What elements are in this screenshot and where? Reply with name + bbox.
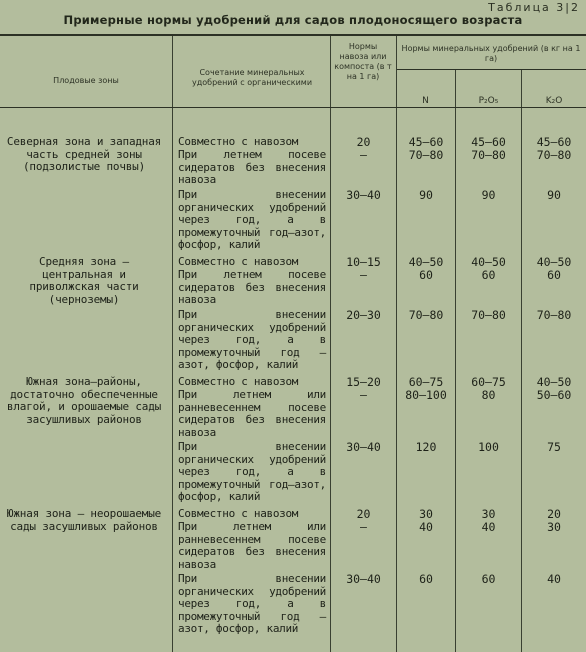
header-zones: Плодовые зоны [53, 76, 119, 85]
manure-cell: — [360, 388, 367, 402]
n-cell: 30 [419, 507, 433, 521]
table-caption: Примерные нормы удобрений для садов плодоносящего возраста [63, 13, 523, 27]
p2o5-cell: 60 [481, 268, 496, 282]
k2o-cell: 45—60 [536, 135, 572, 149]
zone-name: Северная зона и западная часть средней зоны (подзолистые почвы) [6, 135, 162, 174]
p2o5-cell: 60 [481, 572, 496, 586]
p2o5-cell: 100 [478, 440, 499, 454]
header-mineral: Нормы минеральных удобрений (в кг на 1 га) [401, 44, 581, 63]
header-bottom-rule [0, 107, 586, 108]
combination-cell: При летнем посеве сидератов без внесения навоза [178, 268, 326, 307]
k2o-cell: 40—50 [536, 255, 572, 269]
header-n: N [422, 96, 429, 106]
combination-cell: При летнем посеве сидератов без внесения навоза [178, 148, 326, 187]
manure-cell: — [360, 268, 367, 282]
combination-cell: Совместно с навозом [178, 135, 299, 148]
combination-cell: Совместно с навозом [178, 375, 299, 388]
n-cell: 45—60 [408, 135, 444, 149]
p2o5-cell: 60—75 [471, 375, 506, 389]
n-cell: 90 [419, 188, 433, 202]
n-cell: 70—80 [408, 148, 444, 162]
zone-name: Южная зона — неорошаемые сады засушливых районов [6, 507, 162, 533]
manure-cell: 30—40 [346, 572, 381, 586]
zone-name: Южная зона—районы, достаточно обеспеченные влагой, и орошаемые сады засушливых районов [6, 375, 162, 426]
n-cell: 40 [419, 520, 433, 534]
body-divider-1 [172, 108, 173, 652]
p2o5-cell: 70—80 [471, 148, 506, 162]
combination-cell: При внесении органических удобрений через год, а в промежуточный год — азот, фосфор, калий [178, 572, 326, 636]
manure-cell: 20—30 [346, 308, 381, 322]
manure-cell: — [360, 520, 367, 534]
header-divider-2 [330, 36, 331, 107]
k2o-cell: 30 [547, 520, 561, 534]
manure-cell: 30—40 [346, 440, 381, 454]
zone-name: Средняя зона — центральная и приволжская части (черноземы) [29, 255, 139, 306]
p2o5-cell: 40 [481, 520, 496, 534]
k2o-cell: 20 [547, 507, 561, 521]
header-divider-1 [172, 36, 173, 107]
n-cell: 60—75 [408, 375, 444, 389]
manure-cell: 15—20 [346, 375, 381, 389]
k2o-cell: 90 [547, 188, 561, 202]
n-cell: 60 [419, 268, 433, 282]
p2o5-cell: 40—50 [471, 255, 506, 269]
manure-cell: 10—15 [346, 255, 381, 269]
combination-cell: При летнем или ранневесеннем посеве сидератов без внесения навоза [178, 520, 326, 571]
combination-cell: При внесении органических удобрений через год, а в промежуточный год — азот, фосфор, калий [178, 308, 326, 372]
n-cell: 40—50 [408, 255, 444, 269]
k2o-cell: 40—50 [536, 375, 572, 389]
header-combination: Сочетание минеральных удобрений с органическими [191, 68, 313, 87]
k2o-cell: 70—80 [536, 308, 572, 322]
manure-cell: 20 [356, 135, 371, 149]
mineral-subheader-rule [396, 69, 586, 70]
manure-cell: — [360, 148, 367, 162]
header-p2o5: P₂O₅ [478, 96, 499, 106]
n-cell: 80—100 [405, 388, 447, 402]
k2o-cell: 60 [547, 268, 561, 282]
combination-cell: При летнем или ранневесеннем посеве сидератов без внесения навоза [178, 388, 326, 439]
manure-cell: 30—40 [346, 188, 381, 202]
header-k2o: K₂O [545, 96, 563, 106]
p2o5-cell: 90 [481, 188, 496, 202]
n-cell: 60 [419, 572, 433, 586]
n-cell: 70—80 [408, 308, 444, 322]
p2o5-cell: 80 [481, 388, 496, 402]
manure-cell: 20 [356, 507, 371, 521]
header-top-rule [0, 34, 586, 36]
header-manure: Нормы навоза или компоста (в т на 1 га) [334, 42, 392, 81]
k2o-cell: 40 [547, 572, 561, 586]
table-number: Таблица 3|2 [488, 1, 580, 14]
combination-cell: При внесении органических удобрений через год, а в промежуточный год—азот, фосфор, калий [178, 440, 326, 504]
k2o-cell: 70—80 [536, 148, 572, 162]
p2o5-cell: 70—80 [471, 308, 506, 322]
combination-cell: При внесении органических удобрений через год, а в промежуточный год—азот, фосфор, калий [178, 188, 326, 252]
k2o-cell: 50—60 [536, 388, 572, 402]
table-header [0, 34, 586, 109]
p2o5-cell: 30 [481, 507, 496, 521]
p2o5-cell: 45—60 [471, 135, 506, 149]
combination-cell: Совместно с навозом [178, 507, 299, 520]
combination-cell: Совместно с навозом [178, 255, 299, 268]
n-cell: 120 [415, 440, 437, 454]
k2o-cell: 75 [547, 440, 561, 454]
